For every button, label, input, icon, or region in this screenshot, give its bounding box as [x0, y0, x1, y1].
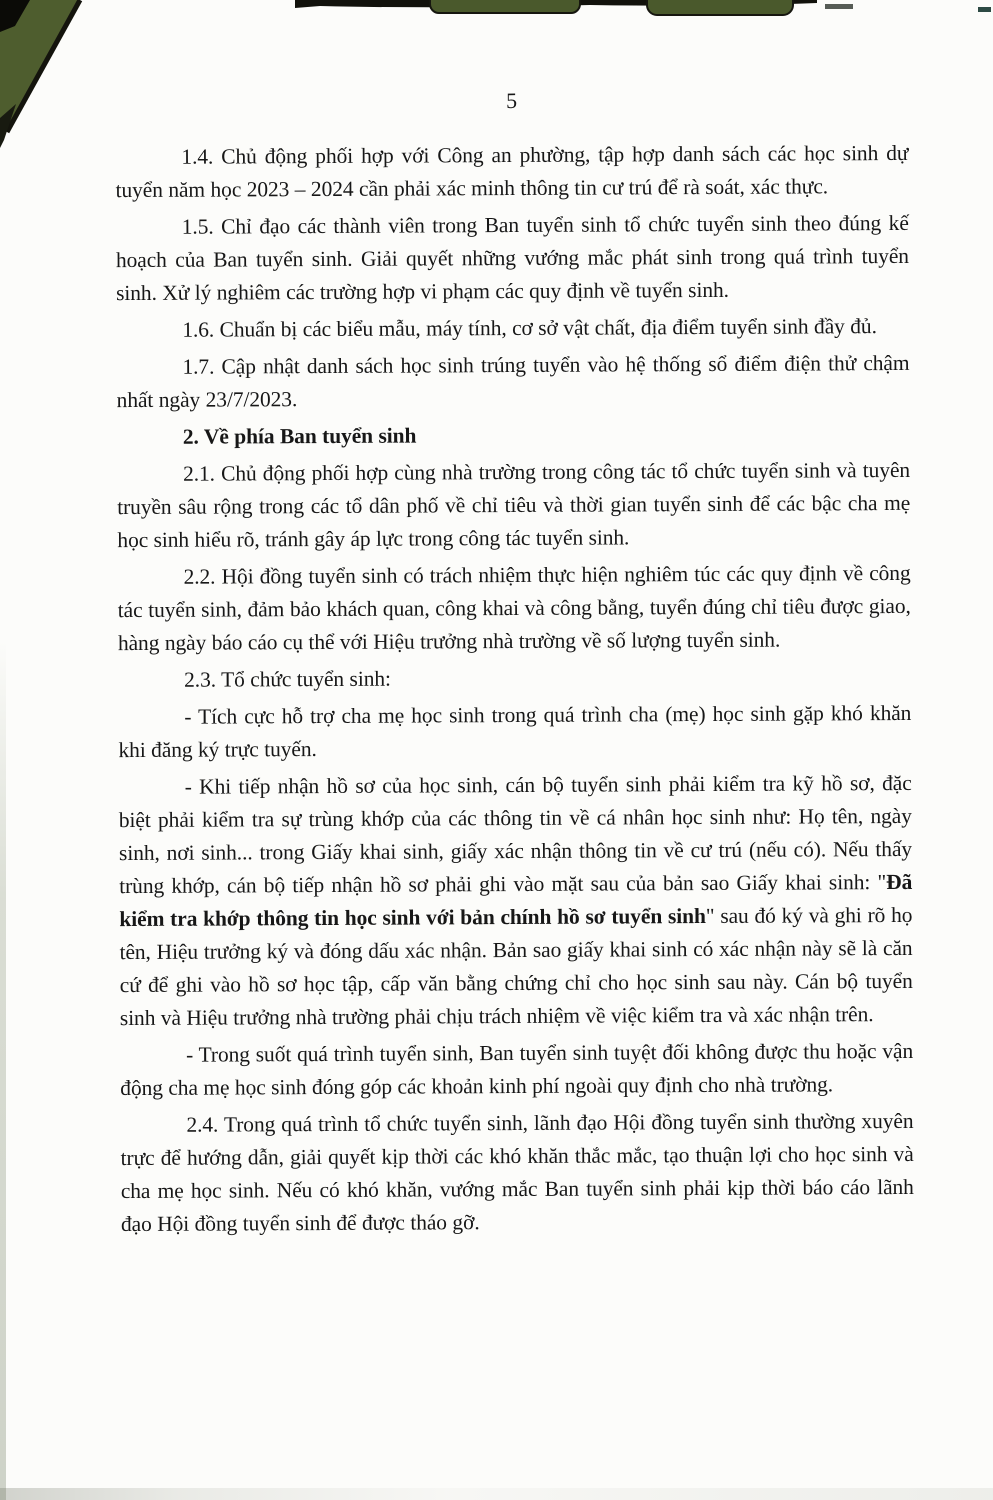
scan-top-bar-artifact-icon: [290, 0, 993, 24]
list-item-ho-tro: - Tích cực hỗ trợ cha mẹ học sinh trong quá trình cha (mẹ) học sinh gặp khó khăn khi đăng ký trực tuyến.: [118, 700, 912, 763]
section-heading-2: 2. Về phía Ban tuyển sinh: [182, 423, 417, 449]
paragraph-1-4: 1.4. Chủ động phối hợp với Công an phường, tập hợp danh sách các học sinh dự tuyển năm học 2023 – 2024 cần phải xác minh thông tin cư trú để rà soát, xác thực.: [115, 140, 909, 203]
list-item-kinh-phi: - Trong suốt quá trình tuyển sinh, Ban tuyển sinh tuyệt đối không được thu hoặc vận động cha mẹ học sinh đóng góp các khoản kinh phí ngoài quy định cho nhà trường.: [120, 1038, 914, 1101]
list-item-text-bold: Đã kiểm tra khớp thông tin học sinh với bản chính hồ sơ tuyển sinh: [119, 869, 913, 932]
scan-bottom-edge-noise: [0, 1488, 993, 1500]
paragraph-1-5: 1.5. Chỉ đạo các thành viên trong Ban tuyển sinh tổ chức tuyển sinh theo đúng kế hoạch của Ban tuyển sinh. Giải quyết những vướng mắc phát sinh trong quá trình tuyển sinh. Xử lý nghiêm các trường hợp vi phạm các quy định về tuyển sinh.: [115, 210, 909, 306]
list-item-text-regular: - Khi tiếp nhận hồ sơ của học sinh, cán bộ tuyển sinh phải kiểm tra kỹ hồ sơ, đặc biệt phải kiểm tra sự trùng khớp của các thông tin về cá nhân học sinh như: Họ tên, ngày sinh, nơi sinh... trong Giấy khai sinh, giấy xác nhận thông tin về cư trú (nếu có). Nếu thấy trùng khớp, cán bộ tiếp nhận hồ sơ phải ghi vào mặt sau của bản sao Giấy khai sinh: ": [118, 770, 913, 899]
document-text-block: [115, 82, 914, 1245]
paragraph-2-2: 2.2. Hội đồng tuyển sinh có trách nhiệm thực hiện nghiêm túc các quy định về công tác tuyển sinh, đảm bảo khách quan, công khai và công bằng, tuyển đúng chỉ tiêu được giao, hàng ngày báo cáo cụ thể với Hiệu trưởng nhà trường về số lượng tuyển sinh.: [117, 560, 911, 656]
scan-left-edge-shadow: [0, 640, 6, 1500]
paragraph-2-4: 2.4. Trong quá trình tổ chức tuyển sinh, lãnh đạo Hội đồng tuyển sinh thường xuyên trực để hướng dẫn, giải quyết kịp thời các khó khăn thắc mắc, tạo thuận lợi cho học sinh và cha mẹ học sinh. Nếu có khó khăn, vướng mắc Ban tuyển sinh phải kịp thời báo cáo lãnh đạo Hội đồng tuyển sinh để được tháo gỡ.: [120, 1108, 914, 1237]
paragraph-2-3: 2.3. Tổ chức tuyển sinh:: [184, 666, 391, 692]
paragraph-1-7: 1.7. Cập nhật danh sách học sinh trúng tuyển vào hệ thống sổ điểm điện thử chậm nhất ngày 23/7/2023.: [116, 350, 910, 413]
paragraph-1-6: 1.6. Chuẩn bị các biểu mẫu, máy tính, cơ sở vật chất, địa điểm tuyển sinh đầy đủ.: [182, 314, 877, 342]
list-item-kiem-tra-ho-so: [119, 767, 913, 1035]
paragraph-2-1: 2.1. Chủ động phối hợp cùng nhà trường trong công tác tổ chức tuyển sinh và tuyên truyền sâu rộng trong các tổ dân phố về chỉ tiêu và thời gian tuyển sinh để các bậc cha mẹ học sinh hiểu rõ, tránh gây áp lực trong công tác tuyển sinh.: [117, 457, 911, 553]
page-number: 5: [506, 87, 518, 114]
list-item-text-regular-tail: " sau đó ký và ghi rõ họ tên, Hiệu trưởng ký và đóng dấu xác nhận. Bản sao giấy khai sinh có xác nhận này sẽ là căn cứ để ghi vào hồ sơ học tập, cấp văn bằng chứng chỉ cho học sinh sau này. Cán bộ tuyển sinh và Hiệu trưởng nhà trường phải chịu trách nhiệm về việc kiểm tra và xác nhận trên.: [119, 902, 913, 1031]
